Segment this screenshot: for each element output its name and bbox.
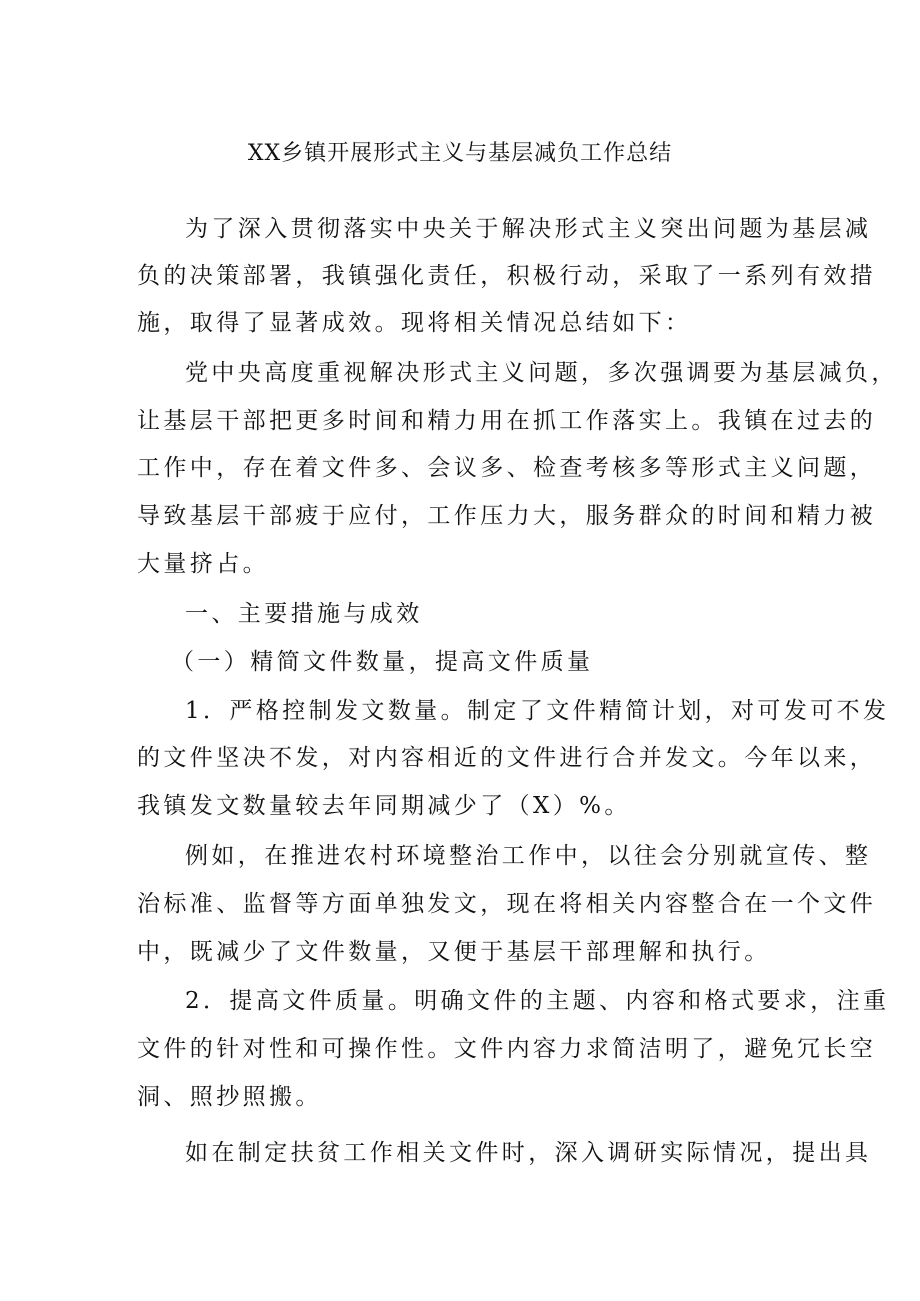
paragraph-line: 例如，在推进农村环境整治工作中，以往会分别就宣传、整 (185, 843, 872, 869)
paragraph-line: 如在制定扶贫工作相关文件时，深入调研实际情况，提出具 (185, 1140, 872, 1166)
paragraph-line: 导致基层干部疲于应付，工作压力大，服务群众的时间和精力被 (137, 503, 877, 529)
paragraph-line: 让基层干部把更多时间和精力用在抓工作落实上。我镇在过去的 (137, 408, 877, 434)
paragraph-line: 治标准、监督等方面单独发文，现在将相关内容整合在一个文件 (137, 891, 877, 917)
paragraph-line: 大量挤占。 (137, 551, 269, 577)
paragraph-line: 文件的针对性和可操作性。文件内容力求简洁明了，避免冗长空 (137, 1036, 877, 1062)
section-heading: 一、主要措施与成效 (185, 601, 423, 627)
paragraph-line: 洞、照抄照搬。 (137, 1084, 322, 1110)
paragraph-line: 我镇发文数量较去年同期减少了（X）%。 (137, 793, 631, 819)
paragraph-line: 中，既减少了文件数量，又便于基层干部理解和执行。 (137, 939, 771, 965)
paragraph-line: 的文件坚决不发，对内容相近的文件进行合并发文。今年以来， (137, 745, 877, 771)
paragraph-line: 工作中，存在着文件多、会议多、检查考核多等形式主义问题， (137, 455, 877, 481)
paragraph-line: 党中央高度重视解决形式主义问题，多次强调要为基层减负， (185, 360, 898, 386)
paragraph-line: 2．提高文件质量。明确文件的主题、内容和格式要求，注重 (185, 988, 890, 1014)
document-title: XX乡镇开展形式主义与基层减负工作总结 (247, 141, 673, 166)
subsection-heading: （一）精简文件数量，提高文件质量 (171, 649, 594, 675)
paragraph-line: 1．严格控制发文数量。制定了文件精简计划，对可发可不发 (185, 698, 890, 724)
paragraph-line: 负的决策部署，我镇强化责任，积极行动，采取了一系列有效措 (137, 263, 877, 289)
paragraph-line: 施，取得了显著成效。现将相关情况总结如下： (137, 310, 692, 336)
paragraph-line: 为了深入贯彻落实中央关于解决形式主义突出问题为基层减 (185, 216, 872, 242)
